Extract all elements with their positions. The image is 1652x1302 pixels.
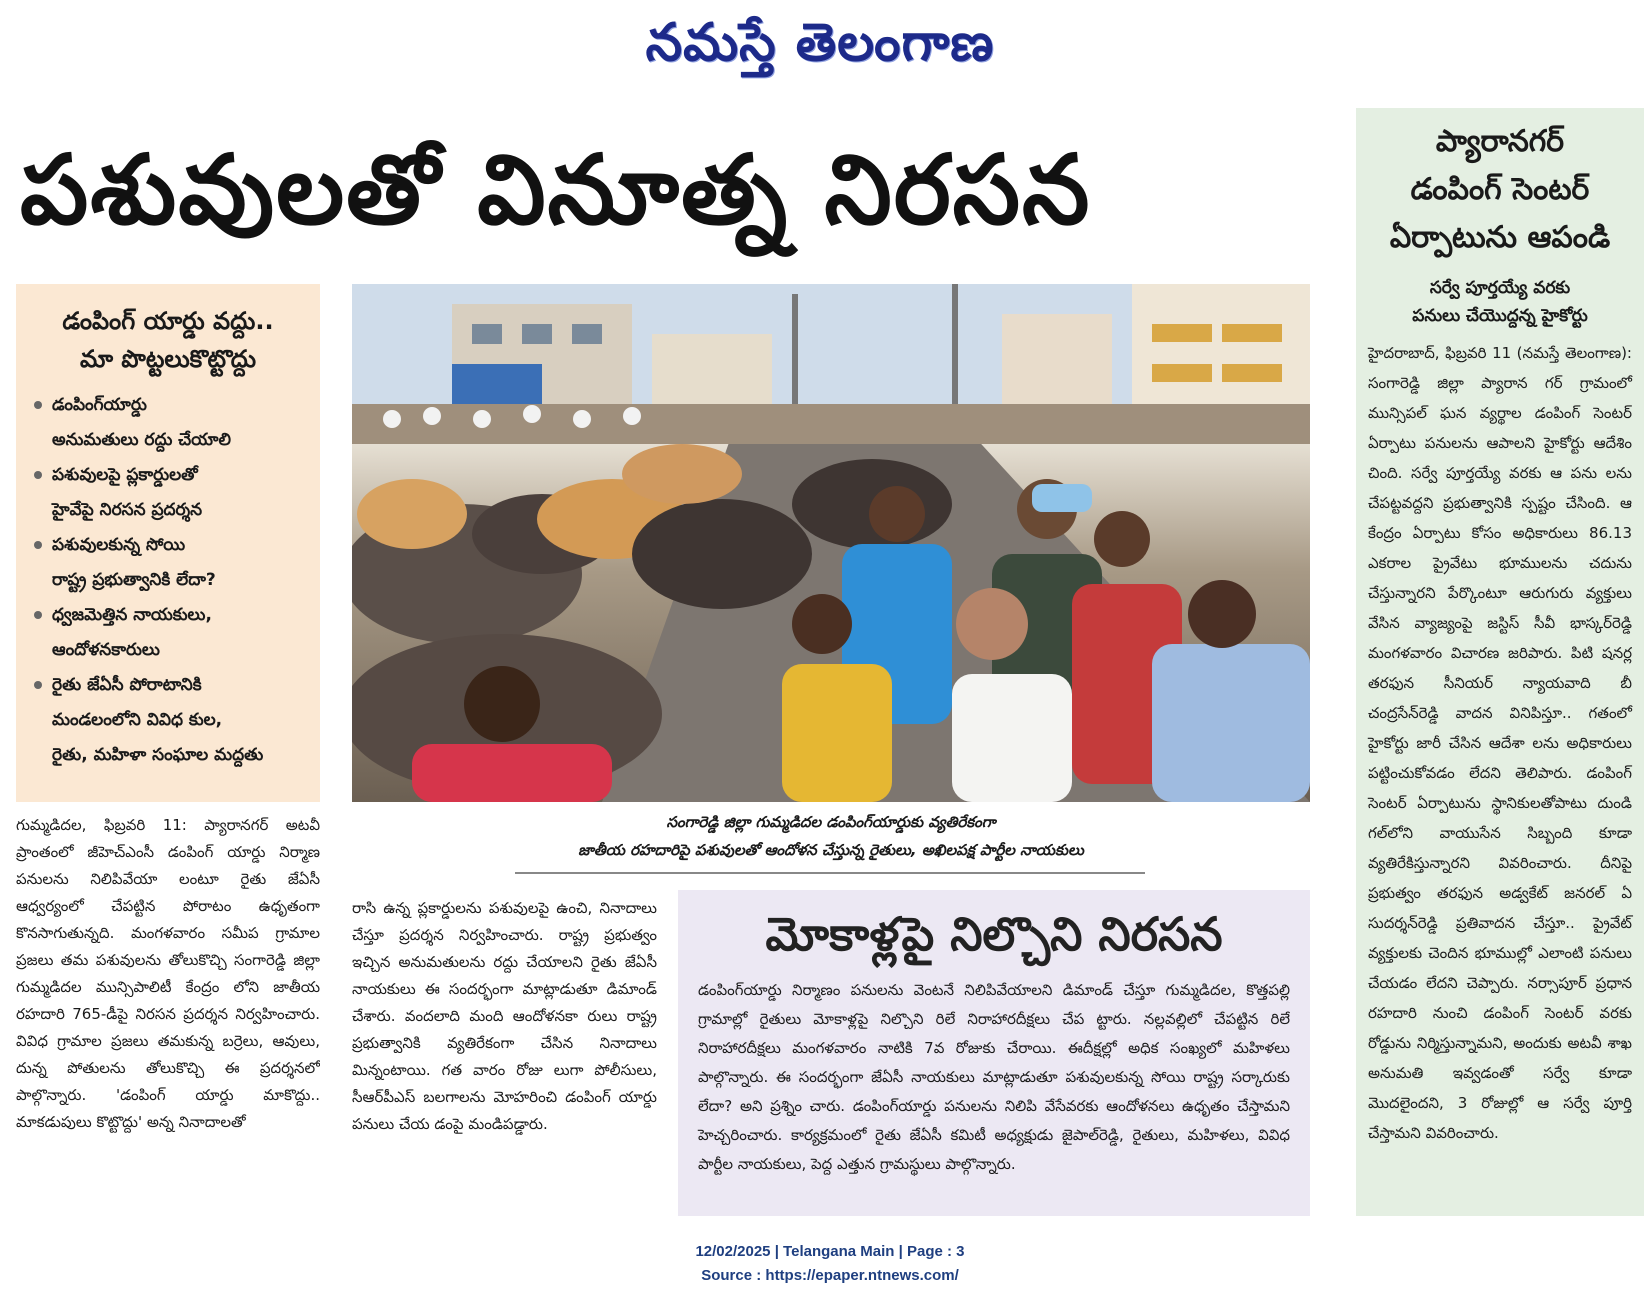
caption-divider (515, 872, 1145, 874)
highlight-item (30, 668, 306, 773)
highlights-title-line2: మా పొట్టలుకొట్టొద్దు (79, 345, 257, 373)
highlight-item (30, 458, 306, 528)
highlight-line: ఆందోళనకారులు (52, 640, 160, 660)
highlight-line: పశువులపై ప్లకార్డులతో (52, 465, 198, 485)
highlight-line: రైతు జేఏసీ పోరాటానికి (52, 675, 202, 695)
right-story-subtitle-line2: పనులు చేయొద్దన్న హైకోర్టు (1412, 306, 1588, 326)
photo-caption-line2: జాతీయ రహదారిపై పశువులతో ఆందోళన చేస్తున్న రైతులు, అఖిలపక్ష పార్టీల నాయకులు (578, 841, 1084, 859)
footer-source-link[interactable]: Source : https://epaper.ntnews.com/ (701, 1267, 959, 1284)
right-story-body: హైదరాబాద్‌, ఫిబ్రవరి 11 (నమస్తే తెలంగాణ): సంగారెడ్డి జిల్లా ప్యారాన గర్‌ గ్రామంలో మున్సిపల్‌ ఘన వ్యర్థాల డంపింగ్‌ సెంటర్‌ ఏర్పాటు పనులను ఆపాలని హైకోర్టు ఆదేశిం చింది. సర్వే పూర్తయ్యే వరకు ఆ పను లను చేపట్టవద్దని ప్రభుత్వానికి స్పష్టం చేసింది. ఆ కేంద్రం ఏర్పాటు కోసం అధికారులు 86.13 ఎకరాల ప్రైవేటు భూములను చదును చేస్తున్నారని పేర్కొంటూ ఆరుగురు వ్యక్తులు వేసిన వ్యాజ్యంపై జస్టిస్‌ సీవీ భాస్కర్‌రెడ్డి మంగళవారం విచారణ జరిపారు. పిటి షనర్ల తరఫున సీనియర్‌ న్యాయవాది బీ చంద్రసేన్‌రెడ్డి వాదన వినిపిస్తూ.. గతంలో హైకోర్టు జారీ చేసిన ఆదేశా లను అధికారులు పట్టించుకోవడం లేదని తెలిపారు. డంపింగ్‌ సెంటర్‌ ఏర్పాటును స్థానికులతోపాటు దుండి గల్‌లోని వాయుసేన సిబ్బంది కూడా వ్యతిరేకిస్తున్నారని వివరించారు. దీనిపై ప్రభుత్వం తరఫున అడ్వకేట్‌ జనరల్‌ ఏ సుదర్శన్‌రెడ్డి ప్రతివాదన చేస్తూ.. ప్రైవేట్‌ వ్యక్తులకు చెందిన భూముల్లో ఎలాంటి పనులు చేయడం లేదని చెప్పారు. నర్సాపూర్‌ ప్రధాన రహదారి నుంచి డంపింగ్‌ సెంటర్‌ వరకు రోడ్డును నిర్మిస్తున్నామని, అందుకు అటవీ శాఖ అనుమతి ఇవ్వడంతో సర్వే కూడా మొదలైందని, 3 రోజుల్లో ఆ సర్వే పూర్తి చేస్తామని వివరించారు. (1368, 344, 1632, 1142)
right-story-box (1356, 108, 1644, 1216)
highlights-box (16, 284, 320, 802)
right-story-title-line2: డంపింగ్‌ సెంటర్‌ (1410, 172, 1590, 207)
photo-caption-line1: సంగారెడ్డి జిల్లా గుమ్మడిదల డంపింగ్‌యార్డుకు వ్యతిరేకంగా (666, 813, 996, 831)
headline: పశువులతో వినూత్న నిరసన (20, 134, 1092, 246)
right-story-title-line1: ప్యారానగర్‌ (1435, 124, 1565, 159)
highlight-item (30, 598, 306, 668)
sub-story-box (678, 890, 1310, 1216)
page-footer (560, 1240, 1100, 1296)
bullet-icon (34, 681, 42, 689)
sub-story-body: డంపింగ్‌యార్డు నిర్మాణం పనులను వెంటనే నిలిపివేయాలని డిమాండ్‌ చేస్తూ గుమ్మడిదల, కొత్తపల్లి గ్రామాల్లో రైతులు మోకాళ్లపై నిల్చొని రిలే నిరాహారదీక్షలు చేప ట్టారు. నల్లవల్లిలో చేపట్టిన రిలే నిరాహారదీక్షలు మంగళవారం నాటికి 7వ రోజుకు చేరాయి. ఈదీక్షల్లో అధిక సంఖ్యలో మహిళలు పాల్గొన్నారు. ఈ సందర్భంగా జేఏసీ నాయకులు మాట్లాడుతూ పశువులకున్న సోయి రాష్ట్ర సర్కారుకు లేదా? అని ప్రశ్నిం చారు. డంపింగ్‌యార్డు పనులను నిలిపి వేసేవరకు ఆందోళనలు ఉధృతం చేస్తామని హెచ్చరించారు. కార్యక్రమంలో రైతు జేఏసీ కమిటీ అధ్యక్షుడు జైపాల్‌రెడ్డి, రైతులు, మహిళలు, వివిధ పార్టీల నాయకులు, పెద్ద ఎత్తున గ్రామస్థులు పాల్గొన్నారు. (698, 981, 1290, 1173)
highlight-line: రాష్ట్ర ప్రభుత్వానికి లేదా? (52, 570, 216, 590)
sub-story-title: మోకాళ్లపై నిల్చొని నిరసన (765, 907, 1223, 961)
highlights-title-line1: డంపింగ్‌ యార్డు వద్దు.. (62, 307, 274, 335)
highlight-line: పశువులకున్న సోయి (52, 535, 186, 555)
highlight-item (30, 528, 306, 598)
bullet-icon (34, 401, 42, 409)
highlights-title (30, 302, 306, 378)
article-column-1: గుమ్మడిదల, ఫిబ్రవరి 11: ప్యారానగర్‌ అటవీ ప్రాంతంలో జీహెచ్‌ఎంసీ డంపింగ్‌ యార్డు నిర్మాణ పనులను నిలిపివేయా లంటూ రైతు జేఏసీ ఆధ్వర్యంలో చేపట్టిన పోరాటం ఉధృతంగా కొనసాగుతున్నది. మంగళవారం సమీప గ్రామాల ప్రజలు తమ పశువులను తోలుకొచ్చి సంగారెడ్డి జిల్లా గుమ్మడిదల మున్సిపాలిటీ కేంద్రం లోని జాతీయ రహదారి 765-డీపై నిరసన ప్రదర్శన నిర్వహించారు. వివిధ గ్రామాల ప్రజలు తమకున్న బర్రెలు, ఆవులు, దున్న పోతులను తోలుకొచ్చి ఈ ప్రదర్శనలో పాల్గొన్నారు. 'డంపింగ్‌ యార్డు మాకొద్దు.. మాకడుపులు కొట్టొద్దు' అన్న నినాదాలతో (16, 816, 320, 1131)
bullet-icon (34, 471, 42, 479)
bullet-icon (34, 541, 42, 549)
masthead-logo: నమస్తే తెలంగాణ (645, 13, 995, 73)
highlights-list (30, 388, 306, 773)
news-photo (352, 284, 1310, 802)
photo-caption (352, 808, 1310, 870)
right-story-subtitle-line1: సర్వే పూర్తయ్యే వరకు (1429, 278, 1571, 298)
highlight-item (30, 388, 306, 458)
right-story-title (1368, 118, 1632, 262)
highlight-line: రైతు, మహిళా సంఘాల మద్దతు (52, 745, 264, 765)
highlight-line: డంపింగ్‌యార్డు (52, 395, 147, 415)
highlight-line: అనుమతులు రద్దు చేయాలి (52, 430, 231, 450)
right-story-title-line3: ఏర్పాటును ఆపండి (1389, 220, 1611, 255)
footer-date-edition: 12/02/2025 | Telangana Main | Page : 3 (695, 1243, 965, 1260)
protest-photo-illustration (352, 284, 1310, 802)
highlight-line: హైవేపై నిరసన ప్రదర్శన (52, 500, 203, 520)
highlight-line: ధ్వజమెత్తిన నాయకులు, (52, 605, 212, 625)
article-column-2: రాసి ఉన్న ప్లకార్డులను పశువులపై ఉంచి, నినాదాలు చేస్తూ ప్రదర్శన నిర్వహించారు. రాష్ట్ర ప్రభుత్వం ఇచ్చిన అనుమతులను రద్దు చేయాలని రైతు జేఏసీ నాయకులు ఈ సందర్భంగా మాట్లాడుతూ డిమాండ్‌ చేశారు. వందలాది మంది ఆందోళనకా రులు రాష్ట్ర ప్రభుత్వానికి వ్యతిరేకంగా చేసిన నినాదాలు మిన్నంటాయి. గత వారం రోజు లుగా పోలీసులు, సీఆర్‌పీఎస్‌ బలగాలను మోహరించి డంపింగ్‌ యార్డు పనులు చేయ డంపై మండిపడ్డారు. (352, 899, 657, 1133)
highlight-line: మండలంలోని వివిధ కుల, (52, 710, 223, 730)
right-story-subtitle (1368, 274, 1632, 330)
bullet-icon (34, 611, 42, 619)
